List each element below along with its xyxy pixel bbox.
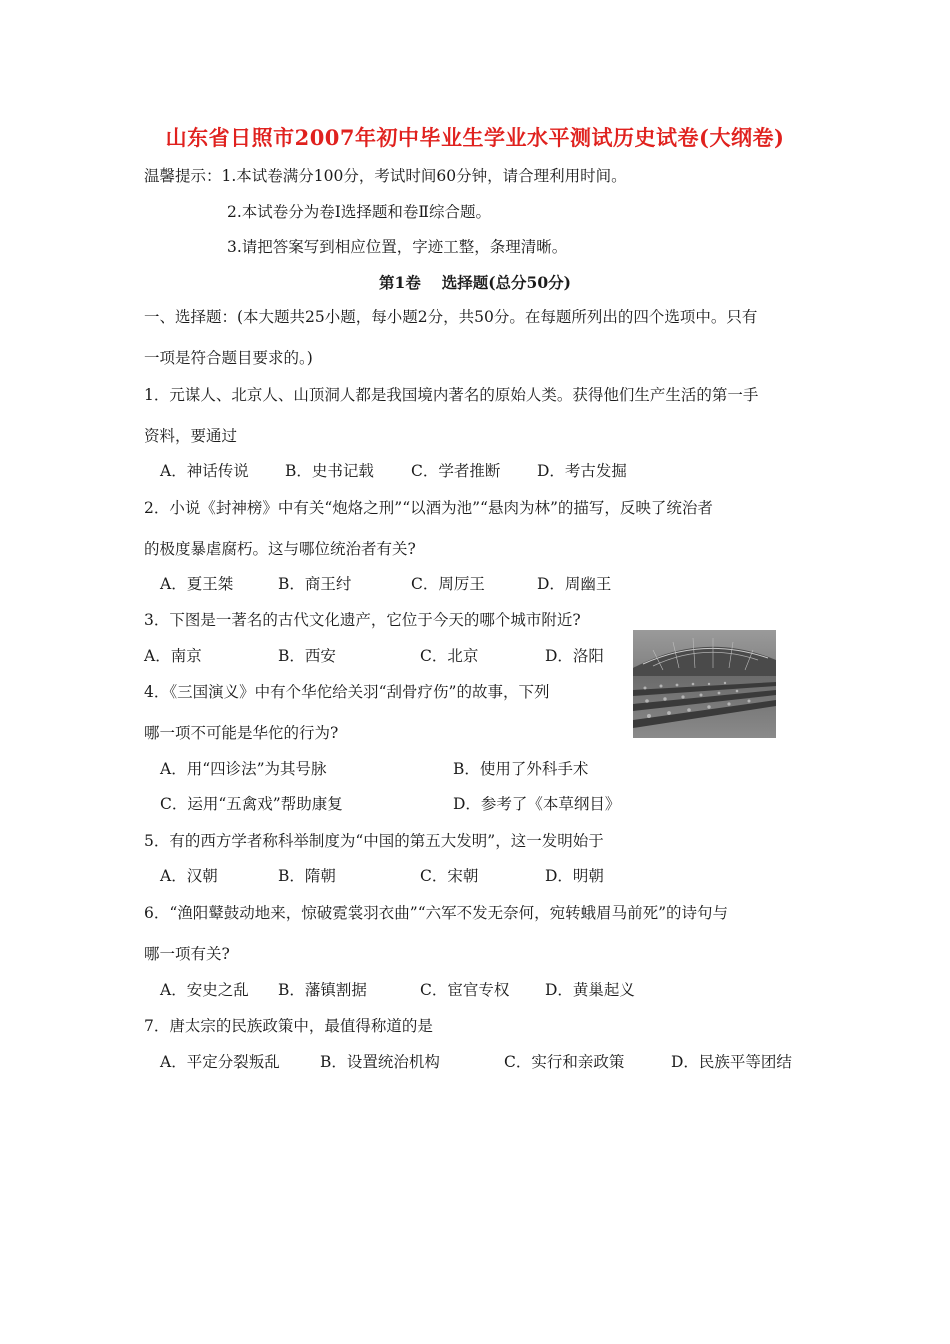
tip-3: 3.请把答案写到相应位置，字迹工整，条理清晰。 [227,238,568,256]
q7-option-c: C．实行和亲政策 [504,1053,625,1071]
tip-2: 2.本试卷分为卷Ⅰ选择题和卷Ⅱ综合题。 [227,203,491,221]
q2-option-b: B．商王纣 [278,575,352,593]
q4-stem-2: 哪一项不可能是华佗的行为? [144,724,339,742]
q2-option-d: D．周幽王 [537,575,612,593]
q5-option-c: C．宋朝 [420,867,479,885]
q4-stem-1: 4．《三国演义》中有个华佗给关羽“刮骨疗伤”的故事，下列 [144,683,550,701]
q1-stem-1: 1．元谋人、北京人、山顶洞人都是我国境内著名的原始人类。获得他们生产生活的第一手 [144,386,759,404]
q1-option-a: A．神话传说 [160,462,249,480]
q2-stem-1: 2．小说《封神榜》中有关“炮烙之刑”“以酒为池”“悬肉为林”的描写，反映了统治者 [144,499,713,517]
q3-option-d: D．洛阳 [545,647,604,665]
q6-stem-1: 6．“渔阳鼙鼓动地来，惊破霓裳羽衣曲”“六军不发无奈何，宛转蛾眉马前死”的诗句与 [144,904,729,922]
q7-option-a: A．平定分裂叛乱 [160,1053,280,1071]
q5-option-b: B．隋朝 [278,867,336,885]
q5-option-a: A．汉朝 [160,867,218,885]
instructions-line-1: 一、选择题：(本大题共25小题，每小题2分，共50分。在每题所列出的四个选项中。只有 [144,308,758,326]
q2-option-c: C．周厉王 [411,575,485,593]
q6-option-b: B．藩镇割据 [278,981,367,999]
q1-option-c: C．学者推断 [411,462,501,480]
q6-option-a: A．安史之乱 [160,981,249,999]
instructions-line-2: 一项是符合题目要求的。) [144,349,313,367]
q1-option-d: D．考古发掘 [537,462,627,480]
q1-stem-2: 资料，要通过 [144,427,238,445]
q2-option-a: A．夏王桀 [160,575,234,593]
q3-option-b: B．西安 [278,647,336,665]
tip-1: 温馨提示：1.本试卷满分100分，考试时间60分钟，请合理利用时间。 [144,167,627,185]
q4-option-d: D．参考了《本草纲目》 [453,795,621,813]
q6-option-d: D．黄巢起义 [545,981,635,999]
q3-option-a: A．南京 [144,647,202,665]
exam-title: 山东省日照市2007年初中毕业生学业水平测试历史试卷(大纲卷) [165,125,785,150]
q7-option-b: B．设置统治机构 [320,1053,440,1071]
section-heading: 第1卷 选择题(总分50分) [379,273,571,292]
terracotta-warriors-photo [633,630,776,738]
q7-stem-1: 7．唐太宗的民族政策中，最值得称道的是 [144,1017,433,1035]
q5-stem-1: 5．有的西方学者称科举制度为“中国的第五大发明”，这一发明始于 [144,832,604,850]
q4-option-b: B．使用了外科手术 [453,760,589,778]
q3-stem-1: 3．下图是一著名的古代文化遗产，它位于今天的哪个城市附近? [144,611,581,629]
q1-option-b: B．史书记载 [285,462,374,480]
q4-option-a: A．用“四诊法”为其号脉 [160,760,327,778]
q2-stem-2: 的极度暴虐腐朽。这与哪位统治者有关? [144,540,416,558]
q6-option-c: C．宦官专权 [420,981,510,999]
q3-option-c: C．北京 [420,647,479,665]
q6-stem-2: 哪一项有关? [144,945,230,963]
q4-option-c: C．运用“五禽戏”帮助康复 [160,795,343,813]
q5-option-d: D．明朝 [545,867,604,885]
q7-option-d: D．民族平等团结 [671,1053,792,1071]
